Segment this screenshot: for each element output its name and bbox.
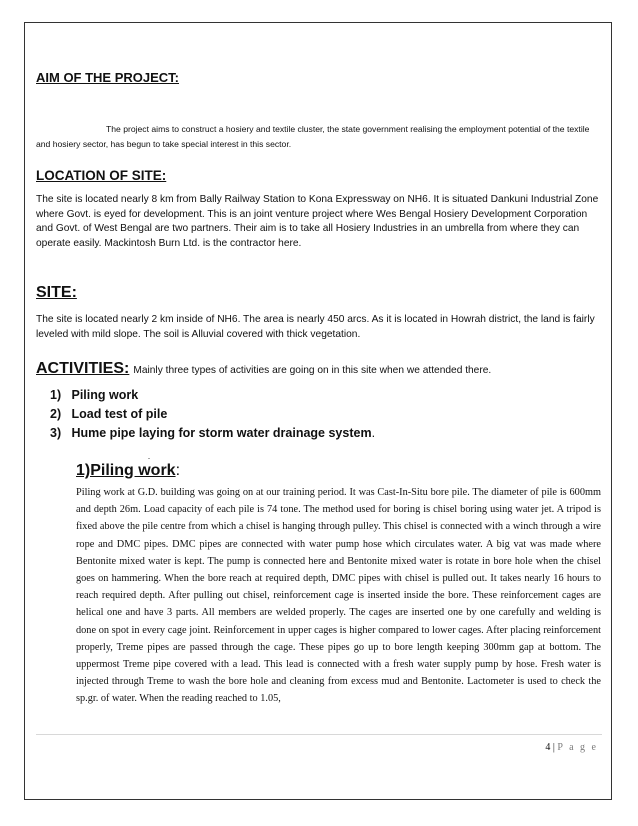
site-heading: SITE: bbox=[36, 284, 77, 301]
stray-dot: . bbox=[148, 452, 150, 461]
location-paragraph: The site is located nearly 8 km from Bally Railway Station to Kona Expressway on NH6. It is situated Dankuni Industrial Zone where Govt. is eyed for development. This is an joint venture project where Wes Bengal Hosiery Development Corporation and Govt. of West Bengal are two partners. Their aim is to take all Hosiery Industries in an umbrella from where they can operate easily. Mackintosh Burn Ltd. is the contractor here. bbox=[36, 194, 599, 249]
activities-heading: ACTIVITIES: bbox=[36, 360, 130, 377]
list-item: 2) Load test of pile bbox=[50, 407, 168, 421]
piling-paragraph: Piling work at G.D. building was going on at our training period. It was Cast-In-Situ bore pile. The diameter of pile is 600mm and depth 26m. Load capacity of each pile is 74 tone. The method used for boring is chisel boring using water jet. A tripod is fixed above the pile centre from which a chisel is hanging through pulley. This chisel is connected with a winch through a wire rope and DMC pipes. DMC pipes are connected with water pump hose which circulates water. A big vat was made where Bentonite mixed water is kept. The pump is connected here and Bentonite mixed water is rotate in bore hole when the chisel goes on hammering. When the bore reach at required depth, DMC pipes with chisel is pulled out. It takes nearly 16 hours to reach required depth. After pulling out chisel, reinforcement cage is inserted inside the bore. These reinforcement cages are helical one and have 3 parts. All members are welded properly. The cages are inserted one by one carefully and welding is done on spot in every cage joint. Reinforcement in upper cages is higher compared to lower cages. After placing reinforcement properly, Treme pipes are passed through the cage. These pipes go up to bore length keeping 300mm gap at bottom. The uppermost Treme pipe covered with a lead. This lead is connected with a fresh water supply pump by hose. Fresh water is injected through Treme to wash the bore hole and cleaning from excess mud and Bentonite. Lactometer is used to check the sp.gr. of water. When the reading reached to 1.05, bbox=[76, 487, 601, 705]
aim-paragraph: The project aims to construct a hosiery and textile cluster, the state government realising the employment potential of the textile and hosiery sector, has begun to take special interest in this sector. bbox=[36, 124, 590, 149]
list-item: 1) Piling work bbox=[50, 388, 139, 402]
page-label: P a g e bbox=[557, 742, 598, 753]
aim-heading: AIM OF THE PROJECT: bbox=[36, 70, 180, 85]
activities-list bbox=[50, 386, 375, 443]
page-number: 4 bbox=[545, 742, 551, 753]
activities-intro: Mainly three types of activities are going on in this site when we attended there. bbox=[133, 365, 492, 376]
location-heading: LOCATION OF SITE: bbox=[36, 168, 167, 183]
site-paragraph: The site is located nearly 2 km inside of NH6. The area is nearly 450 arcs. As it is located in Howrah district, the land is fairly leveled with mild slope. The soil is Alluvial covered with thick vegetation. bbox=[36, 314, 595, 340]
page-footer bbox=[545, 742, 598, 753]
piling-heading: 1)Piling work: bbox=[76, 462, 181, 479]
list-item: 3) Hume pipe laying for storm water drainage system. bbox=[50, 426, 376, 440]
activities-line bbox=[36, 360, 491, 378]
footer-divider bbox=[36, 734, 602, 735]
footer-separator: | bbox=[552, 742, 555, 753]
